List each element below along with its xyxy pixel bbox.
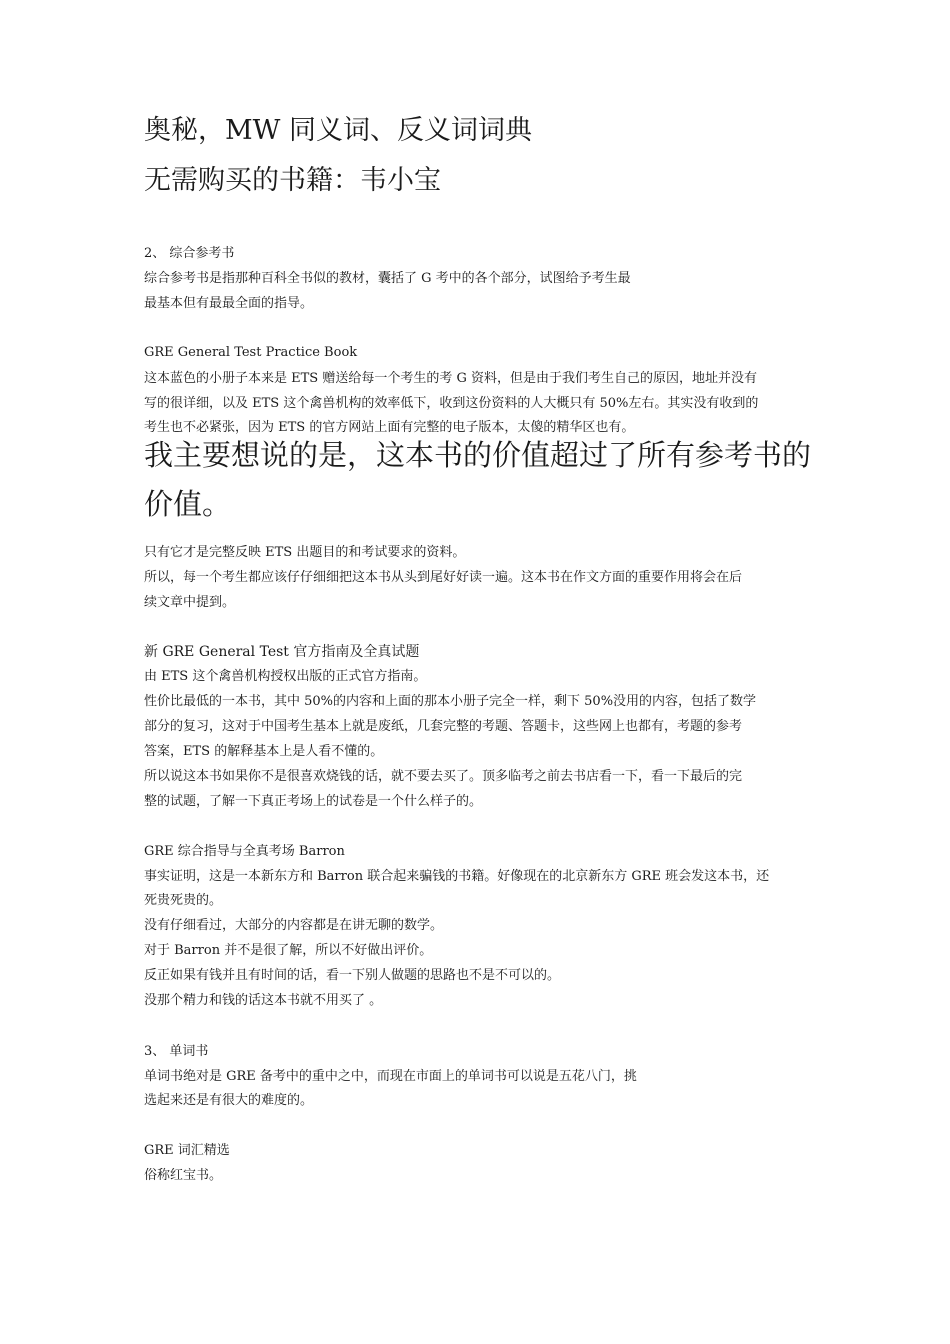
book-3-title: GRE 综合指导与全真考场 Barron: [144, 844, 345, 859]
book-3-desc-line: 没有仔细看过，大部分的内容都是在讲无聊的数学。: [144, 918, 444, 933]
section-2-title: 2、 综合参考书: [144, 246, 235, 261]
book-4-title: GRE 词汇精选: [144, 1143, 230, 1158]
book-2-title: 新 GRE General Test 官方指南及全真试题: [144, 644, 420, 660]
book-1-title: GRE General Test Practice Book: [144, 345, 358, 360]
heading-line-2: 无需购买的书籍：韦小宝: [144, 165, 441, 196]
book-2-desc-line: 整的试题，了解一下真正考场上的试卷是一个什么样子的。: [144, 794, 483, 809]
book-4-desc-line: 俗称红宝书。: [144, 1168, 223, 1183]
book-1-emphasis-line: 价值。: [144, 487, 232, 521]
section-3-intro-line: 选起来还是有很大的难度的。: [144, 1093, 314, 1108]
section-2-intro-line: 最基本但有最最全面的指导。: [144, 296, 314, 311]
book-1-emphasis-line: 我主要想说的是，这本书的价值超过了所有参考书的: [144, 438, 812, 472]
book-2-desc-line: 性价比最低的一本书，其中 50%的内容和上面的那本小册子完全一样，剩下 50%没用的内容，包括了数学: [144, 694, 757, 709]
book-3-desc-line: 没那个精力和钱的话这本书就不用买了 。: [144, 993, 383, 1008]
book-3-desc-line: 事实证明，这是一本新东方和 Barron 联合起来骗钱的书籍。好像现在的北京新东方 GRE 班会发这本书，还: [144, 869, 770, 884]
book-1-desc-line: 考生也不必紧张，因为 ETS 的官方网站上面有完整的电子版本，太傻的精华区也有。: [144, 420, 635, 435]
book-1-after-line: 只有它才是完整反映 ETS 出题目的和考试要求的资料。: [144, 545, 466, 560]
book-2-desc-line: 部分的复习，这对于中国考生基本上就是废纸，几套完整的考题、答题卡，这些网上也都有，考题的参考: [144, 719, 743, 734]
book-1-after-line: 续文章中提到。: [144, 595, 236, 610]
book-3-desc-line: 反正如果有钱并且有时间的话，看一下别人做题的思路也不是不可以的。: [144, 968, 561, 983]
book-2-desc-line: 由 ETS 这个禽兽机构授权出版的正式官方指南。: [144, 669, 427, 684]
section-3-title: 3、 单词书: [144, 1044, 209, 1059]
book-2-desc-line: 所以说这本书如果你不是很喜欢烧钱的话，就不要去买了。顶多临考之前去书店看一下，看一下最后的完: [144, 769, 743, 784]
book-3-desc-line: 死贵死贵的。: [144, 893, 223, 908]
section-2-intro-line: 综合参考书是指那种百科全书似的教材，囊括了 G 考中的各个部分，试图给予考生最: [144, 271, 631, 286]
book-1-desc-line: 这本蓝色的小册子本来是 ETS 赠送给每一个考生的考 G 资料，但是由于我们考生自己的原因，地址并没有: [144, 371, 757, 386]
book-1-after-line: 所以，每一个考生都应该仔仔细细把这本书从头到尾好好读一遍。这本书在作文方面的重要作用将会在后: [144, 570, 743, 585]
book-3-desc-line: 对于 Barron 并不是很了解，所以不好做出评价。: [144, 943, 433, 958]
book-1-desc-line: 写的很详细，以及 ETS 这个禽兽机构的效率低下，收到这份资料的人大概只有 50%左右。其实没有收到的: [144, 396, 759, 411]
section-3-intro-line: 单词书绝对是 GRE 备考中的重中之中，而现在市面上的单词书可以说是五花八门，挑: [144, 1069, 637, 1084]
heading-line-1: 奥秘，MW 同义词、反义词词典: [144, 115, 532, 146]
book-2-desc-line: 答案，ETS 的解释基本上是人看不懂的。: [144, 744, 384, 759]
